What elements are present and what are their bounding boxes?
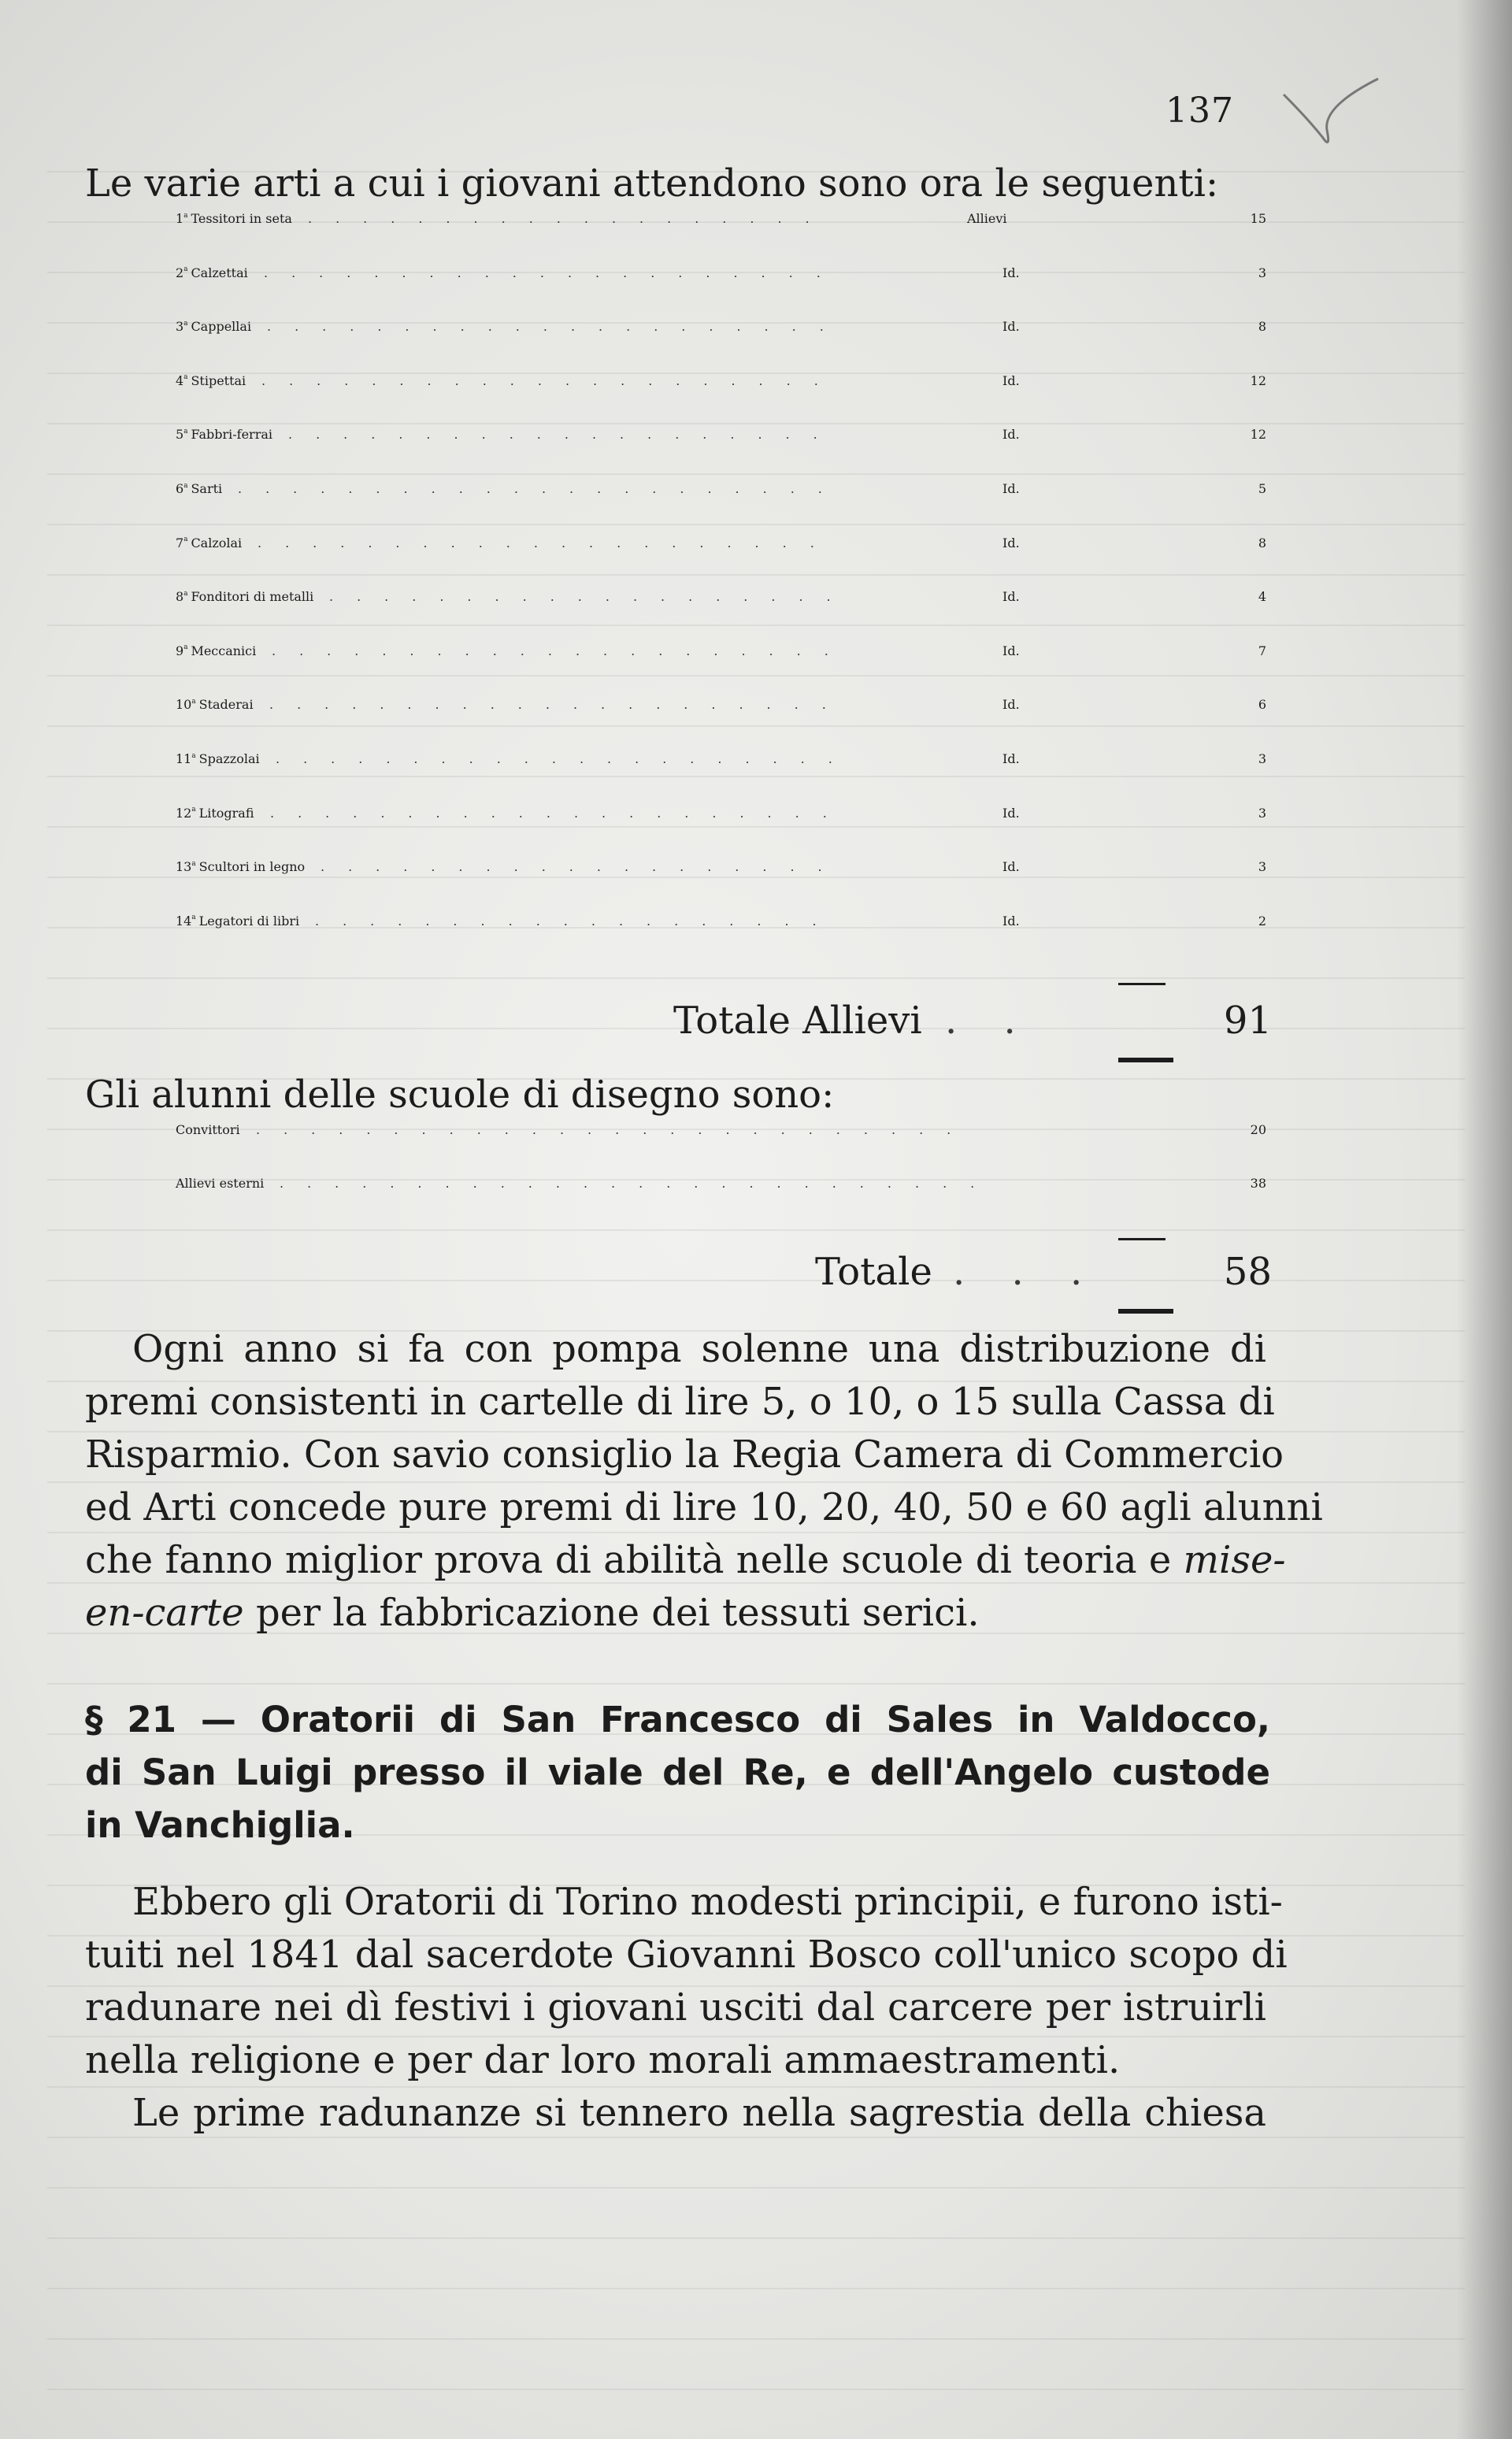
trade-row bbox=[85, 806, 1266, 858]
trade-unit: Id. bbox=[1002, 913, 1020, 929]
ordinal-suffix: a bbox=[183, 319, 188, 328]
text-line bbox=[85, 1587, 1266, 1640]
trade-name bbox=[176, 265, 248, 280]
trade-label: Fonditori di metalli bbox=[191, 589, 314, 605]
trade-unit: Id. bbox=[1002, 535, 1020, 550]
trade-count: 8 bbox=[1258, 535, 1266, 550]
trade-ordinal: 14 bbox=[176, 913, 192, 929]
italic-term: en-carte bbox=[85, 1591, 244, 1635]
drawing-count: 20 bbox=[1250, 1122, 1266, 1137]
ordinal-suffix: a bbox=[183, 643, 188, 652]
trade-count: 12 bbox=[1250, 427, 1266, 443]
trade-ordinal: 11 bbox=[176, 751, 192, 766]
trade-label: Sarti bbox=[191, 481, 223, 496]
text-line: premi consistenti in cartelle di lire 5, o 10, o 15 sulla Cassa di bbox=[85, 1380, 1275, 1424]
heading-line: di San Luigi presso il viale del Re, e dell'Angelo custode bbox=[85, 1751, 1270, 1793]
trade-ordinal: 2 bbox=[176, 265, 184, 280]
dot-leader: .................... bbox=[288, 427, 841, 443]
dot-leader: .......................... bbox=[256, 1122, 975, 1137]
text-line: Ebbero gli Oratorii di Torino modesti principii, e furono isti- bbox=[132, 1880, 1283, 1924]
trade-ordinal: 10 bbox=[176, 697, 192, 713]
page-number: 137 bbox=[1166, 91, 1234, 131]
drawing-row bbox=[85, 1176, 1266, 1229]
text-line bbox=[85, 1534, 1286, 1587]
trade-ordinal: 6 bbox=[176, 481, 184, 496]
trade-label: Spazzolai bbox=[198, 751, 260, 766]
trade-label: Legatori di libri bbox=[198, 913, 300, 929]
trade-ordinal: 8 bbox=[176, 589, 184, 605]
trade-unit: Id. bbox=[1002, 427, 1020, 443]
trade-ordinal: 7 bbox=[176, 535, 184, 550]
paragraph-premi bbox=[85, 1323, 1323, 1640]
trade-label: Stipettai bbox=[191, 373, 246, 388]
trade-ordinal: 9 bbox=[176, 643, 184, 658]
trade-label: Cappellai bbox=[191, 319, 252, 335]
trade-row bbox=[85, 265, 1266, 318]
dot-leader: ..................... bbox=[272, 643, 852, 658]
trade-label: Litografi bbox=[198, 805, 254, 821]
trade-row bbox=[85, 427, 1266, 480]
drawing-count: 38 bbox=[1250, 1176, 1266, 1191]
trade-unit: Id. bbox=[1002, 751, 1020, 766]
dot-leader: ...................... bbox=[238, 481, 846, 496]
dot-leader: .......................... bbox=[280, 1176, 999, 1191]
trade-row bbox=[85, 859, 1266, 912]
totale-allievi-value: 91 bbox=[1223, 999, 1272, 1043]
paragraph-radunanze bbox=[85, 2087, 1266, 2140]
dot-leader: . . bbox=[945, 999, 1033, 1043]
trade-ordinal: 4 bbox=[176, 373, 184, 388]
trade-count: 3 bbox=[1258, 859, 1266, 875]
heading-line: § 21 — Oratorii di San Francesco di Sales in Valdocco, bbox=[85, 1699, 1270, 1740]
trade-unit: Id. bbox=[1002, 481, 1020, 496]
ordinal-suffix: a bbox=[191, 859, 196, 868]
trade-name bbox=[176, 859, 305, 874]
totale-allievi-label: Totale Allievi bbox=[673, 999, 922, 1043]
trade-name bbox=[176, 536, 242, 550]
totale-allievi-row bbox=[673, 999, 1272, 1043]
text-line: Le prime radunanze si tennero nella sagrestia della chiesa bbox=[132, 2091, 1266, 2135]
trade-row bbox=[85, 589, 1266, 642]
ordinal-suffix: a bbox=[191, 751, 196, 760]
trade-name bbox=[176, 319, 251, 334]
heading-line: in Vanchiglia. bbox=[85, 1804, 355, 1846]
ordinal-suffix: a bbox=[191, 914, 196, 922]
trade-unit: Id. bbox=[1002, 859, 1020, 875]
ordinal-suffix: a bbox=[183, 265, 188, 274]
ordinal-suffix: a bbox=[191, 697, 196, 706]
trade-row bbox=[85, 373, 1266, 426]
ordinal-suffix: a bbox=[183, 211, 188, 220]
trade-label: Tessitori in seta bbox=[191, 211, 292, 226]
trade-count: 5 bbox=[1258, 481, 1266, 496]
trade-name bbox=[176, 751, 260, 766]
trade-count: 6 bbox=[1258, 697, 1266, 713]
trade-label: Calzolai bbox=[191, 535, 243, 550]
trade-label: Calzettai bbox=[191, 265, 248, 280]
trade-row bbox=[85, 914, 1266, 966]
trade-ordinal: 1 bbox=[176, 211, 184, 226]
ordinal-suffix: a bbox=[183, 481, 188, 490]
trade-unit: Id. bbox=[1002, 373, 1020, 388]
trade-row bbox=[85, 751, 1266, 804]
trade-ordinal: 3 bbox=[176, 319, 184, 335]
total-underline bbox=[1118, 1058, 1173, 1062]
drawing-label: Allievi esterni bbox=[176, 1176, 265, 1191]
drawing-label: Convittori bbox=[176, 1122, 240, 1137]
text-span: per la fabbricazione dei tessuti serici. bbox=[255, 1591, 980, 1635]
text-line: radunare nei dì festivi i giovani usciti dal carcere per istruirli bbox=[85, 1985, 1266, 2029]
trade-row bbox=[85, 319, 1266, 372]
trade-name bbox=[176, 914, 299, 929]
dot-leader: ..................... bbox=[267, 319, 847, 335]
dot-leader: ................... bbox=[315, 913, 840, 929]
trade-count: 8 bbox=[1258, 319, 1266, 335]
trade-count: 12 bbox=[1250, 373, 1266, 388]
text-line: Ogni anno si fa con pompa solenne una distribuzione di bbox=[132, 1327, 1266, 1371]
trade-unit: Allievi bbox=[967, 211, 1007, 226]
ordinal-suffix: a bbox=[183, 536, 188, 544]
trade-ordinal: 13 bbox=[176, 859, 192, 875]
trade-row bbox=[85, 697, 1266, 750]
trade-ordinal: 12 bbox=[176, 805, 192, 821]
trade-label: Meccanici bbox=[191, 643, 257, 658]
trade-row bbox=[85, 643, 1266, 696]
text-line: Risparmio. Con savio consiglio la Regia Camera di Commercio bbox=[85, 1433, 1284, 1477]
totale-row bbox=[815, 1250, 1272, 1294]
trade-count: 3 bbox=[1258, 265, 1266, 280]
trade-row bbox=[85, 536, 1266, 588]
trade-ordinal: 5 bbox=[176, 427, 184, 443]
text-line: ed Arti concede pure premi di lire 10, 20, 40, 50 e 60 agli alunni bbox=[85, 1485, 1323, 1529]
trade-unit: Id. bbox=[1002, 589, 1020, 605]
section-heading bbox=[85, 1693, 1270, 1851]
dot-leader: ..................... bbox=[269, 697, 850, 713]
trade-name bbox=[176, 806, 254, 821]
dot-leader: ..................... bbox=[264, 265, 844, 280]
drawing-intro: Gli alunni delle scuole di disegno sono: bbox=[85, 1073, 835, 1117]
trade-count: 3 bbox=[1258, 751, 1266, 766]
trade-count: 4 bbox=[1258, 589, 1266, 605]
trade-name bbox=[176, 373, 246, 388]
dot-leader: ..................... bbox=[276, 751, 856, 766]
trade-name bbox=[176, 589, 313, 604]
total-underline bbox=[1118, 1309, 1173, 1314]
drawing-row bbox=[85, 1122, 1266, 1175]
italic-term: mise- bbox=[1183, 1538, 1286, 1582]
dot-leader: . . . bbox=[953, 1250, 1100, 1294]
trade-name bbox=[176, 427, 272, 442]
dot-leader: ..................... bbox=[258, 535, 838, 550]
pencil-check-mark-icon bbox=[1268, 63, 1386, 158]
trade-unit: Id. bbox=[1002, 697, 1020, 713]
ordinal-suffix: a bbox=[183, 427, 188, 436]
trade-name bbox=[176, 643, 256, 658]
trade-count: 3 bbox=[1258, 805, 1266, 821]
dot-leader: ..................... bbox=[261, 373, 842, 388]
intro-line: Le varie arti a cui i giovani attendono sono ora le seguenti: bbox=[85, 161, 1219, 206]
totale-label: Totale bbox=[815, 1250, 932, 1294]
trade-unit: Id. bbox=[1002, 643, 1020, 658]
trade-unit: Id. bbox=[1002, 265, 1020, 280]
trade-count: 15 bbox=[1250, 211, 1266, 226]
dot-leader: ................... bbox=[329, 589, 854, 605]
dot-leader: ................... bbox=[321, 859, 846, 875]
trade-label: Staderai bbox=[198, 697, 254, 713]
paragraph-oratorii bbox=[85, 1876, 1288, 2087]
ordinal-suffix: a bbox=[191, 806, 196, 814]
trade-label: Scultori in legno bbox=[198, 859, 306, 875]
dot-leader: ................... bbox=[308, 211, 833, 226]
trade-name bbox=[176, 211, 292, 226]
trade-row bbox=[85, 211, 1266, 264]
text-span: che fanno miglior prova di abilità nelle scuole di teoria e bbox=[85, 1538, 1172, 1582]
totale-value: 58 bbox=[1223, 1250, 1272, 1294]
sum-rule bbox=[1118, 983, 1166, 985]
trade-unit: Id. bbox=[1002, 319, 1020, 335]
trade-unit: Id. bbox=[1002, 805, 1020, 821]
trade-count: 7 bbox=[1258, 643, 1266, 658]
ordinal-suffix: a bbox=[183, 373, 188, 382]
trade-count: 2 bbox=[1258, 913, 1266, 929]
page-edge-shadow bbox=[1457, 0, 1512, 2439]
trade-name bbox=[176, 697, 254, 712]
trade-label: Fabbri-ferrai bbox=[191, 427, 272, 443]
dot-leader: ..................... bbox=[270, 805, 850, 821]
trade-row bbox=[85, 481, 1266, 534]
sum-rule bbox=[1118, 1238, 1166, 1240]
text-line: nella religione e per dar loro morali ammaestramenti. bbox=[85, 2038, 1121, 2082]
trade-name bbox=[176, 481, 222, 496]
ordinal-suffix: a bbox=[183, 589, 188, 598]
text-line: tuiti nel 1841 dal sacerdote Giovanni Bosco coll'unico scopo di bbox=[85, 1933, 1288, 1977]
